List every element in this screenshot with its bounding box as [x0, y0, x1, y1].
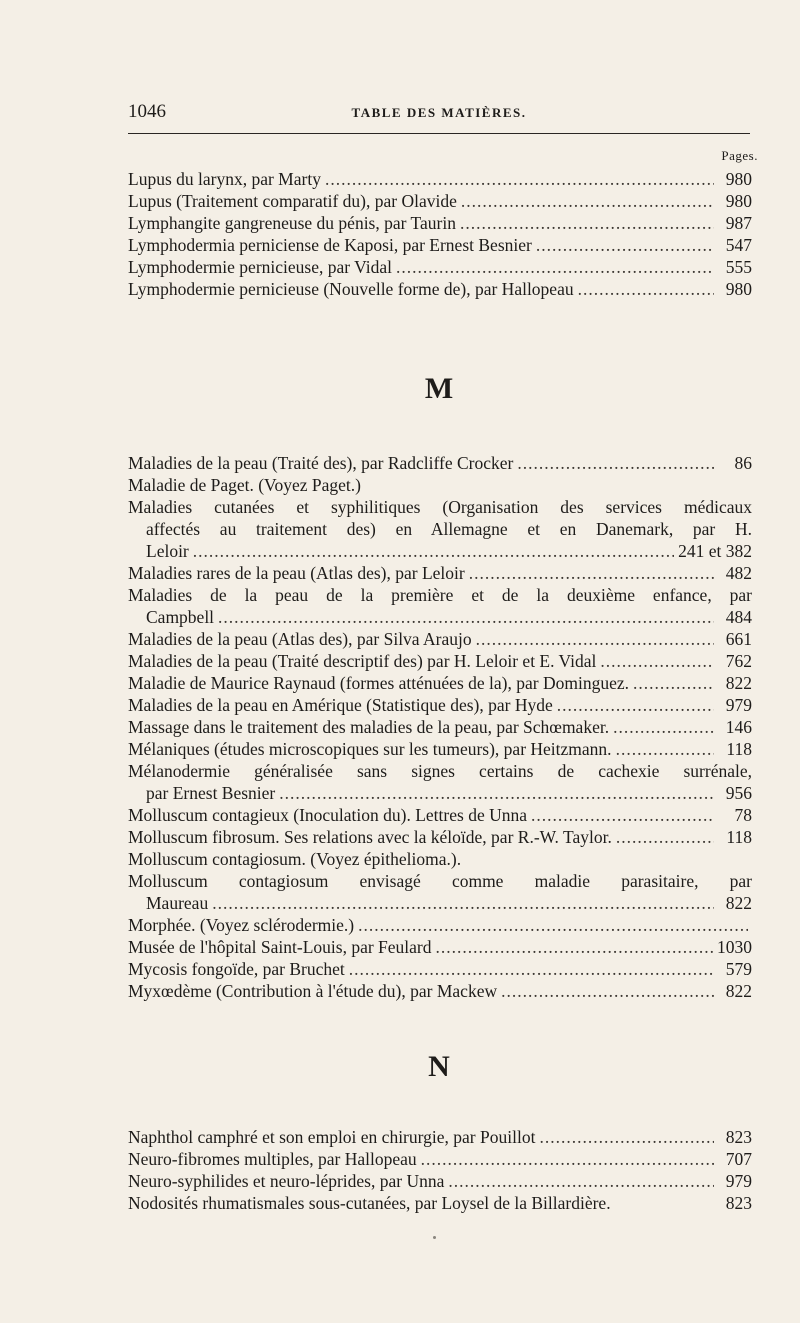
entry-page: 661 — [725, 629, 752, 649]
entry-page: 78 — [734, 805, 752, 825]
entry-page: 547 — [725, 235, 752, 255]
entry-text: Maladie de Maurice Raynaud (formes atténuées de la), par Dominguez. — [128, 673, 629, 693]
entry-page: 707 — [725, 1149, 752, 1169]
entry-page: 86 — [734, 453, 752, 473]
leader-dots — [616, 826, 714, 848]
entry-page: 579 — [725, 959, 752, 979]
entry-text: Mélaniques (études microscopiques sur les tumeurs), par Heitzmann. — [128, 739, 612, 759]
index-entry — [128, 1148, 752, 1170]
index-entry: Maladie de Paget. (Voyez Paget.) — [128, 475, 361, 495]
entry-text: Molluscum contagieux (Inoculation du). Lettres de Unna — [128, 805, 527, 825]
entry-page: 979 — [725, 695, 752, 715]
index-entry — [128, 278, 752, 300]
entry-page: 118 — [726, 827, 752, 847]
leader-dots — [469, 562, 714, 584]
index-entry — [128, 256, 752, 278]
entry-line: Mélanodermie généralisée sans signes certains de cachexie surrénale, — [128, 761, 752, 781]
section-l-entries — [128, 168, 752, 300]
index-entry — [128, 650, 752, 672]
entry-page: 956 — [725, 783, 752, 803]
index-entry — [128, 980, 752, 1002]
entry-text: Lymphangite gangreneuse du pénis, par Taurin — [128, 213, 456, 233]
leader-dots — [476, 628, 714, 650]
leader-dots — [536, 234, 714, 256]
entry-page: 979 — [725, 1171, 752, 1191]
entry-text: Molluscum fibrosum. Ses relations avec la kéloïde, par R.-W. Taylor. — [128, 827, 612, 847]
entry-text: Lupus (Traitement comparatif du), par Olavide — [128, 191, 457, 211]
index-entry: Molluscum contagiosum. (Voyez épithelioma.). — [128, 849, 462, 869]
leader-dots — [436, 936, 713, 958]
section-m-entries — [128, 452, 752, 1002]
index-entry — [128, 958, 752, 980]
entry-page: 823 — [725, 1127, 752, 1147]
leader-dots — [461, 190, 714, 212]
index-entry — [128, 190, 752, 212]
leader-dots — [633, 672, 714, 694]
leader-dots — [212, 892, 714, 914]
entry-text: Myxœdème (Contribution à l'étude du), par Mackew — [128, 981, 498, 1001]
entry-page: 118 — [726, 739, 752, 759]
leader-dots — [460, 212, 714, 234]
index-entry — [128, 672, 752, 694]
index-entry — [128, 212, 752, 234]
entry-page: 762 — [725, 651, 752, 671]
index-entry — [128, 234, 752, 256]
leader-dots — [531, 804, 714, 826]
entry-text: Neuro-fibromes multiples, par Hallopeau — [128, 1149, 417, 1169]
entry-page: 822 — [725, 981, 752, 1001]
index-entry — [128, 628, 752, 650]
pages-column-label: Pages. — [721, 148, 758, 163]
running-head — [128, 101, 750, 127]
entry-text: Leloir — [146, 541, 189, 561]
index-entry — [128, 826, 752, 848]
entry-text: Maladies de la peau (Traité des), par Radcliffe Crocker — [128, 453, 514, 473]
entry-text: Lupus du larynx, par Marty — [128, 169, 321, 189]
entry-text: Neuro-syphilides et neuro-léprides, par Unna — [128, 1171, 445, 1191]
index-entry — [128, 452, 752, 474]
index-entry — [128, 562, 752, 584]
entry-text: Maureau — [146, 893, 209, 913]
entry-line: affectés au traitement des) en Allemagne et en Danemark, par H. — [146, 519, 752, 539]
leader-dots — [279, 782, 714, 804]
index-entry — [128, 804, 752, 826]
entry-text: Lymphodermie pernicieuse, par Vidal — [128, 257, 392, 277]
index-entry — [128, 716, 752, 738]
leader-dots — [349, 958, 714, 980]
entry-text: Naphthol camphré et son emploi en chirurgie, par Pouillot — [128, 1127, 536, 1147]
entry-page: 241 et 382 — [678, 541, 752, 561]
leader-dots — [325, 168, 714, 190]
entry-line: Molluscum contagiosum envisagé comme maladie parasitaire, par — [128, 871, 752, 891]
header-rule — [128, 133, 750, 134]
leader-dots — [578, 278, 714, 300]
entry-text: Mycosis fongoïde, par Bruchet — [128, 959, 345, 979]
entry-page: 555 — [725, 257, 752, 277]
ink-spot — [433, 1236, 436, 1239]
entry-line: Maladies de la peau de la première et de la deuxième enfance, par — [128, 585, 752, 605]
index-entry — [128, 1170, 752, 1192]
index-entry — [128, 914, 752, 936]
entry-page: 823 — [725, 1193, 752, 1213]
index-entry — [128, 936, 752, 958]
leader-dots — [448, 1170, 714, 1192]
leader-dots — [358, 914, 748, 936]
entry-text: Massage dans le traitement des maladies de la peau, par Schœmaker. — [128, 717, 610, 737]
entry-text: Nodosités rhumatismales sous-cutanées, par Loysel de la Billardière. — [128, 1193, 611, 1213]
section-letter-m: M — [424, 372, 454, 405]
entry-text: Lymphodermie pernicieuse (Nouvelle forme de), par Hallopeau — [128, 279, 574, 299]
leader-dots — [421, 1148, 714, 1170]
entry-page: 980 — [725, 279, 752, 299]
index-entry — [128, 1126, 752, 1148]
index-entry — [128, 782, 752, 804]
entry-page: 822 — [725, 673, 752, 693]
entry-text: Maladies de la peau (Atlas des), par Silva Araujo — [128, 629, 472, 649]
leader-dots — [501, 980, 714, 1002]
leader-dots — [616, 738, 714, 760]
index-entry — [128, 738, 752, 760]
entry-text: Maladies de la peau en Amérique (Statistique des), par Hyde — [128, 695, 553, 715]
entry-page: 146 — [725, 717, 752, 737]
index-entry — [128, 606, 752, 628]
index-entry — [128, 168, 752, 190]
leader-dots — [613, 716, 714, 738]
section-n-entries — [128, 1126, 752, 1214]
leader-dots — [396, 256, 714, 278]
index-entry — [128, 694, 752, 716]
entry-page: 1030 — [717, 937, 752, 957]
entry-page: 980 — [725, 169, 752, 189]
entry-page: 980 — [725, 191, 752, 211]
leader-dots — [517, 452, 714, 474]
entry-line: Maladies cutanées et syphilitiques (Organisation des services médicaux — [128, 497, 752, 517]
index-entry — [128, 1192, 752, 1214]
leader-dots — [218, 606, 714, 628]
entry-page: 822 — [725, 893, 752, 913]
entry-text: Lymphodermia perniciense de Kaposi, par Ernest Besnier — [128, 235, 532, 255]
entry-text: par Ernest Besnier — [146, 783, 276, 803]
index-entry — [128, 892, 752, 914]
leader-dots — [557, 694, 714, 716]
entry-page: 482 — [725, 563, 752, 583]
running-title: TABLE DES MATIÈRES. — [351, 105, 527, 120]
page-number: 1046 — [128, 101, 166, 122]
index-entry — [128, 540, 752, 562]
leader-dots — [539, 1126, 714, 1148]
entry-text: Musée de l'hôpital Saint-Louis, par Feulard — [128, 937, 432, 957]
leader-dots — [600, 650, 714, 672]
entry-text: Maladies rares de la peau (Atlas des), par Leloir — [128, 563, 465, 583]
section-letter-n: N — [428, 1050, 450, 1083]
entry-text: Morphée. (Voyez sclérodermie.) — [128, 915, 355, 935]
entry-text: Campbell — [146, 607, 215, 627]
entry-page: 987 — [725, 213, 752, 233]
entry-page: 484 — [725, 607, 752, 627]
entry-text: Maladies de la peau (Traité descriptif des) par H. Leloir et E. Vidal — [128, 651, 597, 671]
leader-dots — [193, 540, 674, 562]
